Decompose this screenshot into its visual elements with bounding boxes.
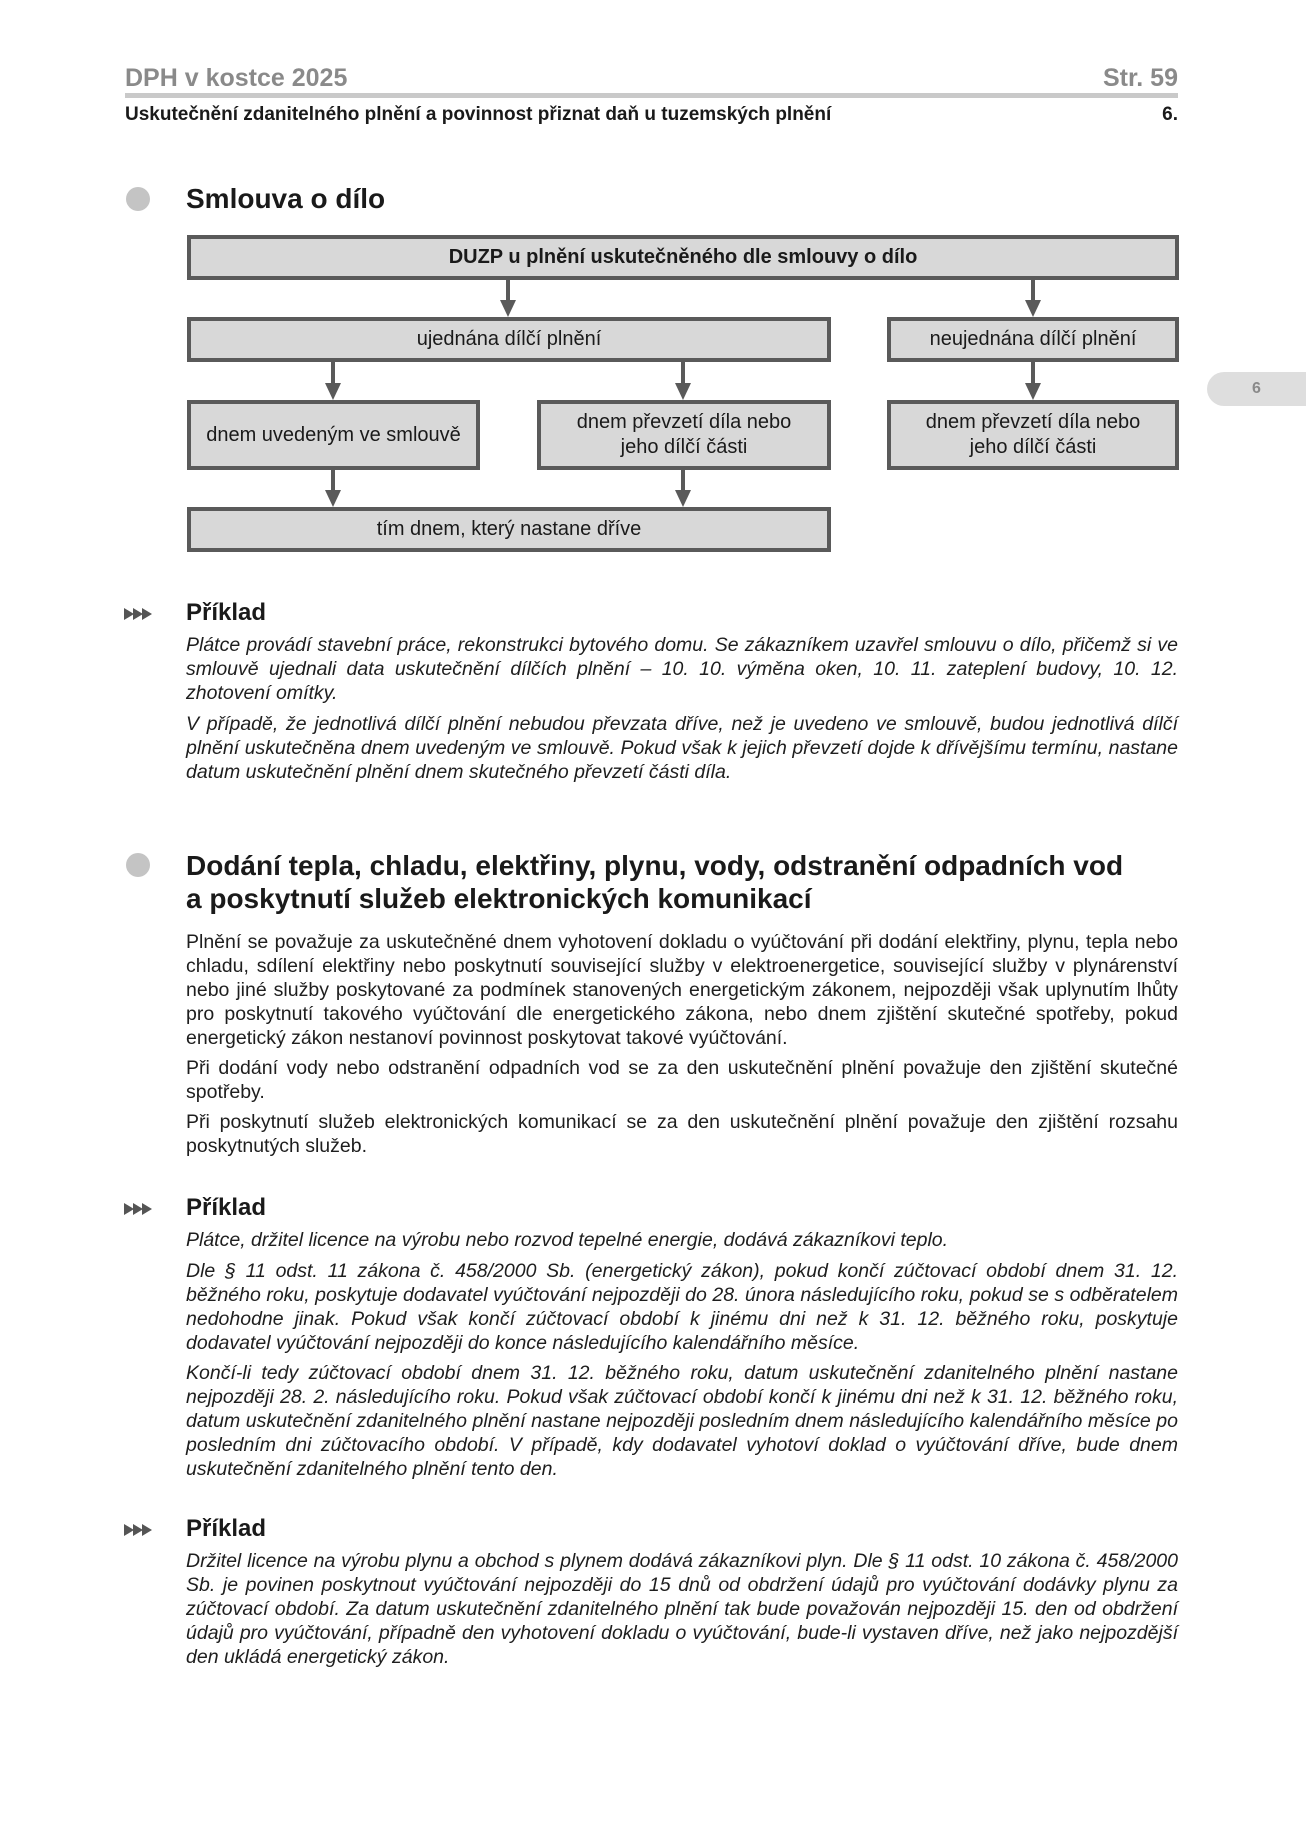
section-bullet-icon [126, 853, 150, 877]
section-heading: Smlouva o dílo [186, 183, 386, 214]
flow-arrows [0, 0, 1306, 600]
flow-arrow [1025, 362, 1041, 400]
example-arrow-icon [124, 1522, 152, 1538]
flow-arrow [675, 470, 691, 507]
page-number: Str. 59 [1102, 64, 1178, 92]
flow-arrow [325, 362, 341, 400]
section-heading-line: Dodání tepla, chladu, elektřiny, plynu, vody, odstranění odpadních vod [186, 850, 1124, 881]
flow-box-right-a: dnem převzetí díla nebo jeho dílčí části [887, 400, 1179, 470]
book-title: DPH v kostce 2025 [125, 64, 348, 92]
flow-arrow [1025, 280, 1041, 317]
flow-box-right-branch: neujednána dílčí plnění [887, 317, 1179, 362]
chapter-tab: 6 [1207, 372, 1306, 406]
chapter-title: Uskutečnění zdanitelného plnění a povinnost přiznat daň u tuzemských plnění [125, 104, 832, 125]
section-heading [186, 849, 1123, 915]
flow-box-left-a: dnem uvedeným ve smlouvě [187, 400, 480, 470]
example-paragraph: V případě, že jednotlivá dílčí plnění nebudou převzata dříve, než je uvedeno ve smlouvě, budou jednotlivá dílčí plnění uskutečněna dnem uvedeným ve smlouvě. Pokud však k jejich převzetí dojde k dřívějšímu termínu, nastane datum uskutečnění plnění dnem skutečného převzetí části díla. [186, 713, 1178, 783]
body-paragraph: Při dodání vody nebo odstranění odpadních vod se za den uskutečnění plnění považuje den zjištění skutečné spotřeby. [186, 1057, 1178, 1103]
section-heading-line: a poskytnutí služeb elektronických komunikací [186, 883, 812, 914]
example-title: Příklad [186, 599, 267, 626]
example-title: Příklad [186, 1515, 267, 1542]
flow-arrow [675, 362, 691, 400]
example-paragraph: Plátce provádí stavební práce, rekonstrukci bytového domu. Se zákazníkem uzavřel smlouvu o dílo, přičemž si ve smlouvě ujednali data uskutečnění dílčích plnění – 10. 10. výměna oken, 10. 11. zateplení budovy, 10. 12. zhotovení omítky. [186, 634, 1178, 704]
flow-box-left-branch: ujednána dílčí plnění [187, 317, 831, 362]
flow-box-left-b: dnem převzetí díla nebo jeho dílčí části [537, 400, 831, 470]
example-title: Příklad [186, 1194, 267, 1221]
flow-box-top: DUZP u plnění uskutečněného dle smlouvy o dílo [187, 235, 1179, 280]
example-paragraph: Plátce, držitel licence na výrobu nebo rozvod tepelné energie, dodává zákazníkovi teplo. [186, 1229, 949, 1251]
example-paragraph: Končí-li tedy zúčtovací období dnem 31. 12. běžného roku, datum uskutečnění zdanitelného plnění nastane nejpozději 28. 2. následujícího roku. Pokud však zúčtovací období končí k jinému dni než k 31. 12. běžného roku, datum uskutečnění zdanitelného plnění nastane nejpozději posledním dnem následujícího kalendářního měsíce po posledním dni zúčtovacího období. V případě, kdy dodavatel vyhotoví doklad o vyúčtování dříve, bude dnem uskutečnění zdanitelného plnění tento den. [186, 1362, 1178, 1480]
body-paragraph: Plnění se považuje za uskutečněné dnem vyhotovení dokladu o vyúčtování při dodání elektřiny, plynu, tepla nebo chladu, sdílení elektřiny nebo poskytnutí související služby v elektroenergetice, související služby v plynárenství nebo jiné služby poskytované za podmínek stanovených energetickým zákonem, nejpozději však uplynutím lhůty pro poskytnutí takového vyúčtování dle energetického zákona, nebo dnem zjištění skutečné spotřeby, pokud energetický zákon nestanoví povinnost poskytovat takové vyúčtování. [186, 931, 1178, 1049]
flow-arrow [325, 470, 341, 507]
body-paragraph: Při poskytnutí služeb elektronických komunikací se za den uskutečnění plnění považuje den zjištění rozsahu poskytnutých služeb. [186, 1111, 1178, 1157]
flow-box-bottom: tím dnem, který nastane dříve [187, 507, 831, 552]
example-arrow-icon [124, 606, 152, 622]
example-paragraph: Držitel licence na výrobu plynu a obchod s plynem dodává zákazníkovi plyn. Dle § 11 odst. 10 zákona č. 458/2000 Sb. je povinen poskytnout vyúčtování nejpozději do 15 dnů od obdržení údajů pro vyúčtování dodávky plynu za zúčtovací období. Za datum uskutečnění zdanitelného plnění tak bude považován nejpozději 15. den od obdržení údajů pro vyúčtování, případně den vyhotovení dokladu o vyúčtování, bude-li vystaven dříve, než jako nejpozdější den ukládá energetický zákon. [186, 1550, 1178, 1668]
example-paragraph: Dle § 11 odst. 11 zákona č. 458/2000 Sb. (energetický zákon), pokud končí zúčtovací období dnem 31. 12. běžného roku, poskytuje dodavatel vyúčtování nejpozději do 28. února následujícího roku, pokud se s odběratelem nedohodne jinak. Pokud však končí zúčtovací období k jinému dni než k 31. 12. běžného roku, poskytuje dodavatel vyúčtování nejpozději do konce následujícího kalendářního měsíce. [186, 1260, 1178, 1354]
flow-arrow [500, 280, 516, 317]
chapter-number: 6. [1162, 104, 1178, 125]
example-arrow-icon [124, 1201, 152, 1217]
